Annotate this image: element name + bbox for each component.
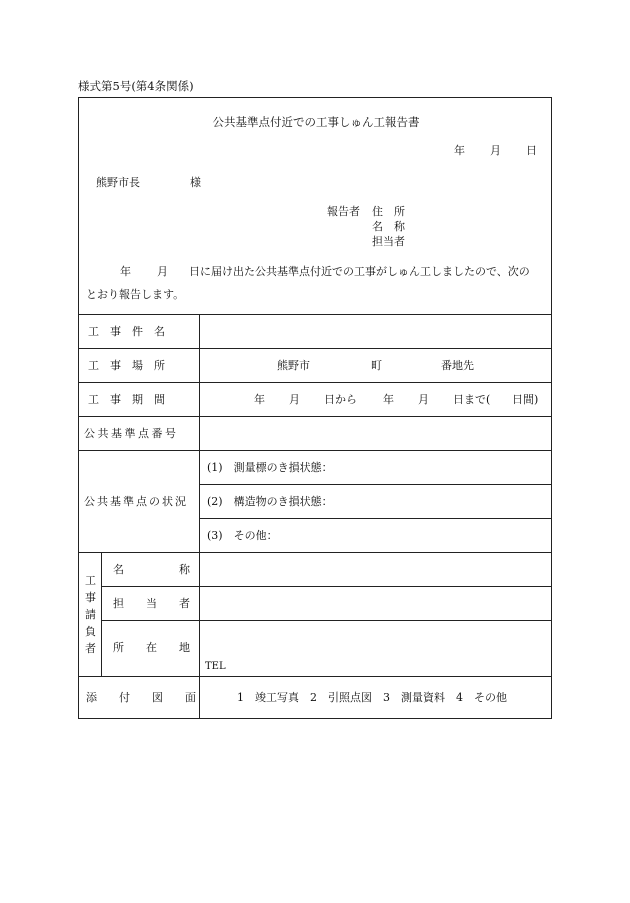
period-end-year: 年 bbox=[383, 393, 394, 406]
contractor-person-label: 担 当 者 bbox=[113, 597, 190, 610]
attachments-label: 添 付 図 面 bbox=[86, 691, 196, 704]
date-year: 年 bbox=[454, 144, 465, 157]
contractor-tel-label: TEL bbox=[205, 661, 226, 672]
reporter-label: 報告者 bbox=[327, 205, 360, 218]
attachments-items: 1 竣工写真 2 引照点図 3 測量資料 4 その他 bbox=[237, 691, 507, 704]
contractor-label-1: 工 bbox=[85, 574, 96, 587]
form-title: 公共基準点付近での工事しゅん工報告書 bbox=[212, 115, 420, 129]
report-form bbox=[78, 97, 552, 719]
reporter-address-label: 住 所 bbox=[372, 205, 405, 218]
point-status-item-1: (1) 測量標のき損状態： bbox=[207, 461, 333, 474]
reporter-name-label: 名 称 bbox=[372, 220, 405, 233]
form-number-label: 様式第5号(第4条関係) bbox=[78, 79, 194, 93]
point-number-label: 公共基準点番号 bbox=[84, 427, 179, 440]
intro-year: 年 bbox=[120, 265, 131, 278]
intro-text-line2: とおり報告します。 bbox=[86, 288, 185, 301]
work-name-label: 工 事 件 名 bbox=[88, 325, 165, 338]
work-place-city: 熊野市 bbox=[277, 359, 310, 372]
contractor-label-2: 事 bbox=[85, 591, 96, 604]
period-start-year: 年 bbox=[254, 393, 265, 406]
reporter-person-label: 担当者 bbox=[372, 235, 405, 248]
contractor-label-5: 者 bbox=[85, 642, 96, 655]
contractor-location-label: 所 在 地 bbox=[113, 641, 190, 654]
work-place-town: 町 bbox=[371, 359, 382, 372]
contractor-name-label: 名 称 bbox=[113, 563, 190, 576]
point-status-label: 公共基準点の状況 bbox=[84, 495, 188, 508]
recipient-name: 熊野市長 bbox=[96, 176, 140, 189]
point-status-item-2: (2) 構造物のき損状態： bbox=[207, 495, 333, 508]
period-start-day: 日から bbox=[324, 393, 357, 406]
intro-month: 月 bbox=[157, 265, 168, 278]
date-day: 日 bbox=[526, 144, 537, 157]
intro-text-line1: 日に届け出た公共基準点付近での工事がしゅん工しましたので、次の bbox=[189, 265, 530, 278]
period-days: 日間) bbox=[512, 393, 539, 406]
period-start-month: 月 bbox=[289, 393, 300, 406]
period-end-day: 日まで( bbox=[453, 393, 491, 406]
contractor-label-4: 負 bbox=[85, 625, 96, 638]
date-month: 月 bbox=[490, 144, 501, 157]
period-end-month: 月 bbox=[418, 393, 429, 406]
contractor-label-3: 請 bbox=[85, 608, 96, 621]
work-place-suffix: 番地先 bbox=[441, 359, 474, 372]
work-place-label: 工 事 場 所 bbox=[88, 359, 165, 372]
recipient-honorific: 様 bbox=[190, 176, 201, 189]
point-status-item-3: (3) その他： bbox=[207, 529, 278, 542]
work-period-label: 工 事 期 間 bbox=[88, 393, 165, 406]
